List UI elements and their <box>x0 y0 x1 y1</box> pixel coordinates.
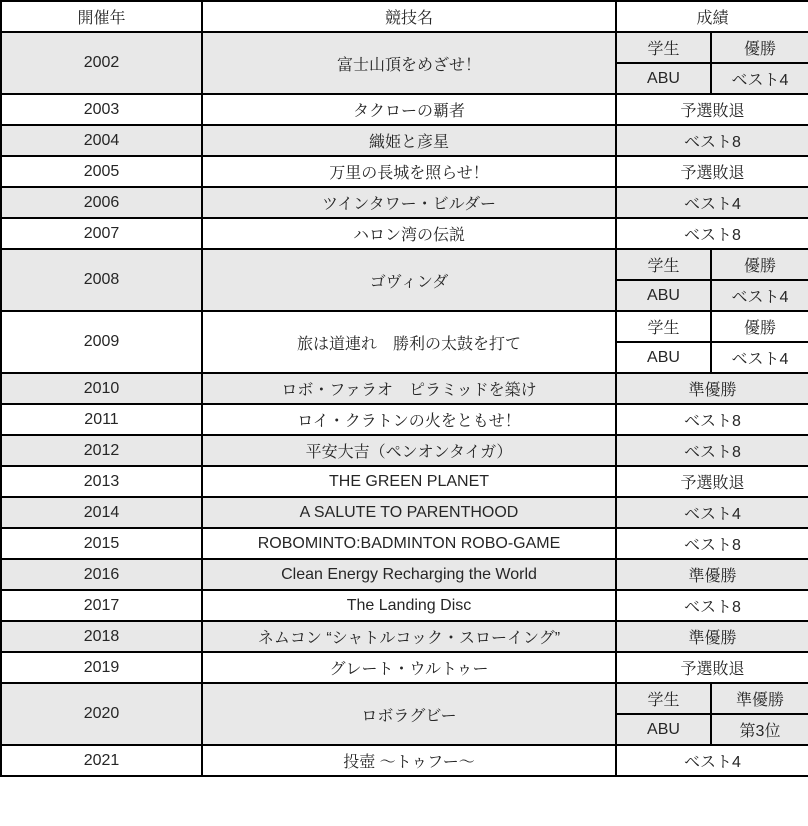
result-cell: ベスト4 <box>616 497 808 528</box>
year-cell: 2002 <box>1 32 202 94</box>
result-cell: ベスト8 <box>616 528 808 559</box>
event-cell: ロボ・ファラオ ピラミッドを築け <box>202 373 616 404</box>
table-row <box>1 559 808 590</box>
table-row <box>1 125 808 156</box>
event-cell: 万里の長城を照らせ！ <box>202 156 616 187</box>
division-cell: 学生 <box>616 32 711 63</box>
event-cell: 富士山頂をめざせ！ <box>202 32 616 94</box>
result-cell: 準優勝 <box>616 373 808 404</box>
year-cell: 2004 <box>1 125 202 156</box>
table-row <box>1 683 808 714</box>
result-cell: 予選敗退 <box>616 94 808 125</box>
table-row <box>1 745 808 776</box>
table-row <box>1 497 808 528</box>
table-row <box>1 404 808 435</box>
year-cell: 2018 <box>1 621 202 652</box>
year-cell: 2005 <box>1 156 202 187</box>
division-cell: ABU <box>616 63 711 94</box>
result-cell: 優勝 <box>711 32 808 63</box>
event-cell: 平安大吉（ペンオンタイガ） <box>202 435 616 466</box>
event-cell: ハロン湾の伝説 <box>202 218 616 249</box>
result-cell: 予選敗退 <box>616 156 808 187</box>
table-row <box>1 466 808 497</box>
result-cell: ベスト4 <box>616 745 808 776</box>
table-row <box>1 435 808 466</box>
division-cell: ABU <box>616 280 711 311</box>
year-cell: 2010 <box>1 373 202 404</box>
division-cell: 学生 <box>616 311 711 342</box>
event-cell: 織姫と彦星 <box>202 125 616 156</box>
event-cell: 投壺 ～トゥフー～ <box>202 745 616 776</box>
event-cell: 旅は道連れ 勝利の太鼓を打て <box>202 311 616 373</box>
year-cell: 2013 <box>1 466 202 497</box>
result-cell: ベスト4 <box>711 63 808 94</box>
event-cell: グレート・ウルトゥー <box>202 652 616 683</box>
event-cell: ネムコン “シャトルコック・スローイング” <box>202 621 616 652</box>
result-cell: ベスト8 <box>616 218 808 249</box>
header-row <box>1 1 808 32</box>
header-event: 競技名 <box>202 1 616 32</box>
header-year: 開催年 <box>1 1 202 32</box>
event-cell: ロイ・クラトンの火をともせ！ <box>202 404 616 435</box>
result-cell: 準優勝 <box>616 621 808 652</box>
table-row <box>1 528 808 559</box>
year-cell: 2017 <box>1 590 202 621</box>
result-cell: ベスト4 <box>616 187 808 218</box>
table-row <box>1 156 808 187</box>
result-cell: 準優勝 <box>616 559 808 590</box>
table-row <box>1 590 808 621</box>
table-row <box>1 311 808 342</box>
table-row <box>1 373 808 404</box>
result-cell: ベスト8 <box>616 435 808 466</box>
table-row <box>1 32 808 63</box>
result-cell: 予選敗退 <box>616 466 808 497</box>
result-cell: 第3位 <box>711 714 808 745</box>
result-cell: 準優勝 <box>711 683 808 714</box>
event-cell: ROBOMINTO:BADMINTON ROBO-GAME <box>202 528 616 559</box>
year-cell: 2012 <box>1 435 202 466</box>
year-cell: 2019 <box>1 652 202 683</box>
event-cell: THE GREEN PLANET <box>202 466 616 497</box>
year-cell: 2006 <box>1 187 202 218</box>
year-cell: 2008 <box>1 249 202 311</box>
table-row <box>1 621 808 652</box>
table-row <box>1 249 808 280</box>
event-cell: ツインタワー・ビルダー <box>202 187 616 218</box>
year-cell: 2016 <box>1 559 202 590</box>
division-cell: 学生 <box>616 683 711 714</box>
year-cell: 2011 <box>1 404 202 435</box>
result-cell: 優勝 <box>711 249 808 280</box>
table-row <box>1 652 808 683</box>
header-result: 成績 <box>616 1 808 32</box>
result-cell: ベスト8 <box>616 125 808 156</box>
table-row <box>1 218 808 249</box>
result-cell: ベスト4 <box>711 280 808 311</box>
event-cell: Clean Energy Recharging the World <box>202 559 616 590</box>
table-row <box>1 94 808 125</box>
year-cell: 2007 <box>1 218 202 249</box>
division-cell: ABU <box>616 714 711 745</box>
event-cell: ロボラグビー <box>202 683 616 745</box>
result-cell: ベスト8 <box>616 404 808 435</box>
event-cell: ゴヴィンダ <box>202 249 616 311</box>
result-cell: 予選敗退 <box>616 652 808 683</box>
result-cell: ベスト8 <box>616 590 808 621</box>
year-cell: 2015 <box>1 528 202 559</box>
event-cell: The Landing Disc <box>202 590 616 621</box>
event-cell: A SALUTE TO PARENTHOOD <box>202 497 616 528</box>
result-cell: 優勝 <box>711 311 808 342</box>
year-cell: 2021 <box>1 745 202 776</box>
division-cell: 学生 <box>616 249 711 280</box>
year-cell: 2003 <box>1 94 202 125</box>
result-cell: ベスト4 <box>711 342 808 373</box>
year-cell: 2020 <box>1 683 202 745</box>
year-cell: 2009 <box>1 311 202 373</box>
year-cell: 2014 <box>1 497 202 528</box>
table-row <box>1 187 808 218</box>
division-cell: ABU <box>616 342 711 373</box>
event-cell: タクローの覇者 <box>202 94 616 125</box>
